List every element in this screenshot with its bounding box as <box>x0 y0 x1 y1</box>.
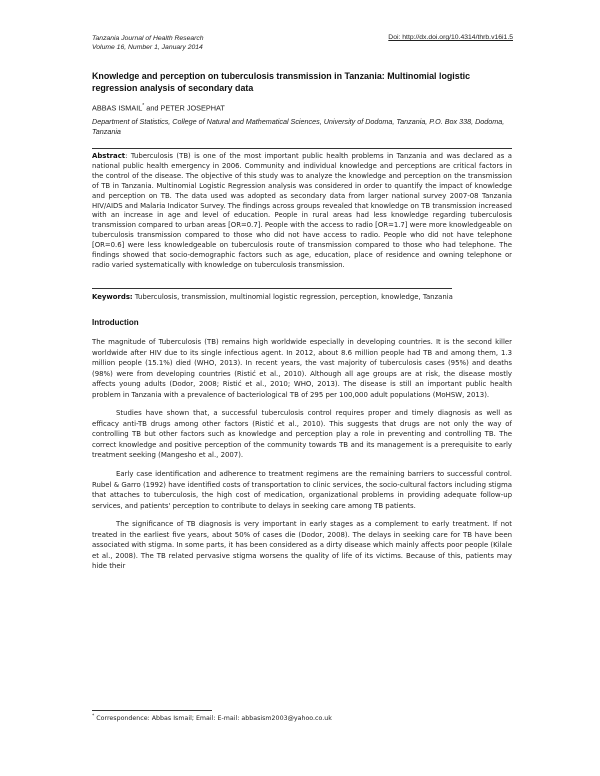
intro-paragraph-2: Studies have shown that, a successful tuberculosis control requires proper and timely diagnosis as well as efficacy anti-TB drugs among other factors (Ristić et al., 2010). This suggests that drugs are not only the way of controlling TB but other factors such as knowledge and perception play a role in preventing and controlling TB. The correct knowledge and positive perception of the community towards TB and its management is a prerequisite to early treatment seeking (Mangesho et al., 2007). <box>92 409 512 460</box>
footnote-rule <box>92 710 212 711</box>
abstract-label: Abstract <box>92 152 126 160</box>
abstract-top-rule <box>92 148 512 149</box>
journal-name: Tanzania Journal of Health Research <box>92 35 204 42</box>
journal-volume: Volume 16, Number 1, January 2014 <box>92 44 203 51</box>
abstract <box>92 152 512 271</box>
intro-paragraph-1: The magnitude of Tuberculosis (TB) remains high worldwide especially in developing countries. It is the second killer worldwide after HIV due to its single infectious agent. In 2012, about 8.6 million people had TB and among them, 1.3 million people (15.1%) died (WHO, 2013). In recent years, the vast majority of tuberculosis cases (95%) and deaths (98%) were from developing countries (Ristić et al., 2010). Although all age groups are at risk, the disease mostly affects young adults (Dodor, 2008; Ristić et al., 2010; WHO, 2013). The disease is still an important public health problem in Tanzania with a prevalence of bacteriological TB of 295 per 100,000 adult populations (MoHSW, 2013). <box>92 338 512 399</box>
first-author: ABBAS ISMAIL <box>92 103 143 113</box>
abstract-bottom-rule <box>92 288 452 289</box>
footnote-text: Correspondence: Abbas Ismail; Email: E-mail: abbasism2003@yahoo.co.uk <box>94 715 332 723</box>
correspondence-footnote <box>92 714 512 722</box>
footnote-marker: * <box>92 714 95 719</box>
keywords <box>92 293 512 302</box>
keywords-text: Tuberculosis, transmission, multinomial logistic regression, perception, knowledge, Tanzania <box>132 293 453 301</box>
introduction-body <box>92 337 512 580</box>
paper-title: Knowledge and perception on tuberculosis transmission in Tanzania: Multinomial logistic regression analysis of secondary data <box>92 71 471 93</box>
abstract-text: : Tuberculosis (TB) is one of the most important public health problems in Tanzania and was declared as a national public health emergency in 2006. Community and individual knowledge and perceptions are critical factors in the control of the disease. The objective of this study was to analyze the knowledge and perception on the transmission of TB in Tanzania. Multinomial Logistic Regression analysis was considered in order to quantify the impact of knowledge and perception on TB. The data used was adopted as secondary data from larger national survey 2007-08 Tanzania HIV/AIDS and Malaria Indicator Survey. The findings across groups revealed that knowledge on TB transmission increased with an increase in age and level of education. People in rural areas had less knowledge regarding tuberculosis transmission compared to urban areas [OR=0.7]. People with the access to radio [OR=1.7] were more knowledgeable on tuberculosis transmission compared to those who did not have access to radio. People who did not have telephone [OR=0.6] were less knowledgeable on tuberculosis route of transmission compared to those who had telephone. The findings showed that socio-demographic factors such as age, education, place of residence and owning telephone or radio varied systematically with knowledge on tuberculosis transmission. <box>92 152 512 269</box>
affiliation: Department of Statistics, College of Natural and Mathematical Sciences, University of Dodoma, Tanzania, P.O. Box 338, Dodoma, Tanzania <box>92 117 505 137</box>
other-authors: and PETER JOSEPHAT <box>144 103 225 113</box>
journal-header <box>92 34 312 52</box>
doi-link[interactable]: Doi: http://dx.doi.org/10.4314/thrb.v16i1.5 <box>388 34 513 41</box>
introduction-heading: Introduction <box>92 318 139 327</box>
intro-paragraph-3: Early case identification and adherence to treatment regimens are the remaining barriers to successful control. Rubel & Garro (1992) have identified costs of transportation to clinic services, the socio-cultural factors including stigma that attaches to tuberculosis, the high cost of medication, organizational problems in providing adequate follow-up services, and patients' perception to contribute to delays in seeking care among TB patients. <box>92 470 512 510</box>
author-line <box>92 103 512 112</box>
intro-paragraph-4: The significance of TB diagnosis is very important in early stages as a complement to early treatment. If not treated in the earliest five years, about 50% of cases die (Dodor, 2008). The delays in seeking care for TB have been associated with stigma. In some parts, it has been considered as a dirty disease which mainly affects poor people (Kilale et al., 2008). The TB related pervasive stigma worsens the quality of life of its victims. Because of this, patients may hide their <box>92 520 512 571</box>
author-footnote-marker: * <box>142 103 145 109</box>
keywords-label: Keywords: <box>92 293 133 301</box>
